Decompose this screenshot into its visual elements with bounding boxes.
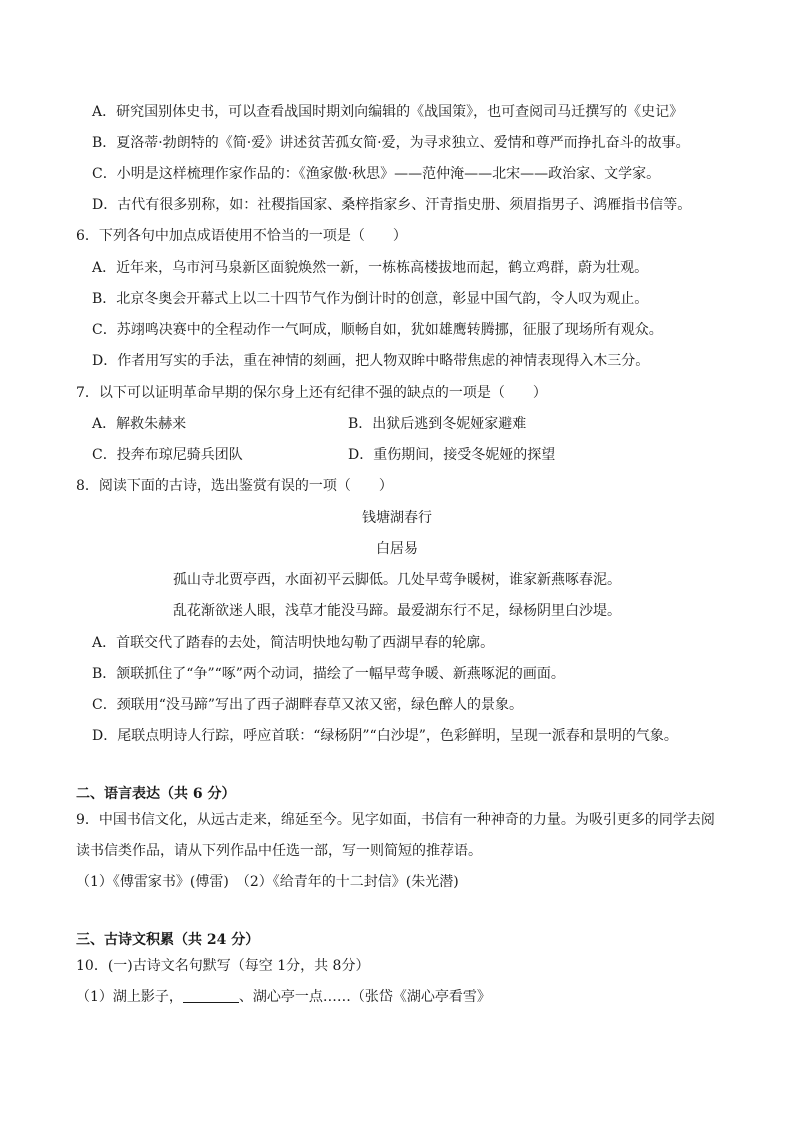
q7-option-a: A．解救朱赫来 (92, 416, 187, 432)
poem-line-2: 乱花渐欲迷人眼，浅草才能没马蹄。最爱湖东行不足，绿杨阴里白沙堤。 (173, 603, 621, 619)
q9-text-line-2: 读书信类作品，请从下列作品中任选一部，写一则简短的推荐语。 (76, 843, 482, 859)
q6-stem: 6．下列各句中加点成语使用不恰当的一项是（ ） (76, 228, 407, 244)
q7-option-c: C．投奔布琼尼骑兵团队 (92, 447, 243, 463)
poem-author: 白居易 (376, 541, 418, 557)
q7-option-d: D．重伤期间，接受冬妮娅的探望 (348, 447, 556, 463)
section-3-title: 三、古诗文积累（共 24 分） (76, 932, 260, 948)
q6-option-d: D．作者用写实的手法，重在神情的刻画，把人物双眸中略带焦虑的神情表现得入木三分。 (92, 353, 650, 369)
q9-text-line-1: 9．中国书信文化，从远古走来，绵延至今。见字如面，书信有一种神奇的力量。为吸引更多的同学去阅 (76, 812, 715, 828)
q8-option-d: D．尾联点明诗人行踪，呼应首联：“绿杨阴”“白沙堤”，色彩鲜明，呈现一派春和景明的气象。 (92, 728, 678, 744)
q6-option-b: B．北京冬奥会开幕式上以二十四节气作为倒计时的创意，彰显中国气韵，令人叹为观止。 (92, 291, 649, 307)
q8-stem: 8．阅读下面的古诗，选出鉴赏有误的一项（ ） (76, 478, 393, 494)
q5-option-a: A．研究国别体史书，可以查看战国时期刘向编辑的《战国策》，也可查阅司马迁撰写的《史记》 (92, 104, 684, 120)
q8-option-a: A．首联交代了踏春的去处，简洁明快地勾勒了西湖早春的轮廓。 (92, 635, 495, 651)
q6-option-a: A．近年来，乌市河马泉新区面貌焕然一新，一栋栋高楼拔地而起，鹤立鸡群，蔚为壮观。 (92, 260, 649, 276)
q10-stem: 10．(一)古诗文名句默写（每空 1分，共 8分） (76, 958, 370, 974)
q10-item-1-text-a: （1）湖上影子， (76, 989, 183, 1005)
q10-item-1-text-b: 、湖心亭一点……（张岱《湖心亭看雪》 (238, 989, 491, 1005)
q8-option-b: B．颔联抓住了“争”“啄”两个动词，描绘了一幅早莺争暖、新燕啄泥的画面。 (92, 666, 565, 682)
poem-line-1: 孤山寺北贾亭西，水面初平云脚低。几处早莺争暖树，谁家新燕啄春泥。 (173, 572, 621, 588)
q6-option-c: C．苏翊鸣决赛中的全程动作一气呵成，顺畅自如，犹如雄鹰转腾挪，征服了现场所有观众。 (92, 322, 663, 338)
q9-choices: （1）《傅雷家书》(傅雷) （2）《给青年的十二封信》(朱光潜) (76, 874, 459, 890)
q10-item-1 (76, 987, 491, 1007)
fill-blank[interactable] (183, 988, 239, 1003)
q5-option-d: D．古代有很多别称，如：社稷指国家、桑梓指家乡、汗青指史册、须眉指男子、鸿雁指书信等。 (92, 197, 692, 213)
q5-option-b: B．夏洛蒂·勃朗特的《简·爱》讲述贫苦孤女简·爱，为寻求独立、爱情和尊严而挣扎奋斗的故事。 (92, 135, 690, 151)
q7-stem: 7．以下可以证明革命早期的保尔身上还有纪律不强的缺点的一项是（ ） (76, 385, 547, 401)
q8-option-c: C．颈联用“没马蹄”写出了西子湖畔春草又浓又密，绿色醉人的景象。 (92, 697, 524, 713)
q5-option-c: C．小明是这样梳理作家作品的：《渔家傲·秋思》——范仲淹——北宋——政治家、文学家。 (92, 166, 661, 182)
q7-option-b: B．出狱后逃到冬妮娅家避难 (348, 416, 527, 432)
poem-title: 钱塘湖春行 (362, 510, 432, 526)
section-2-title: 二、语言表达（共 6 分） (76, 786, 236, 802)
